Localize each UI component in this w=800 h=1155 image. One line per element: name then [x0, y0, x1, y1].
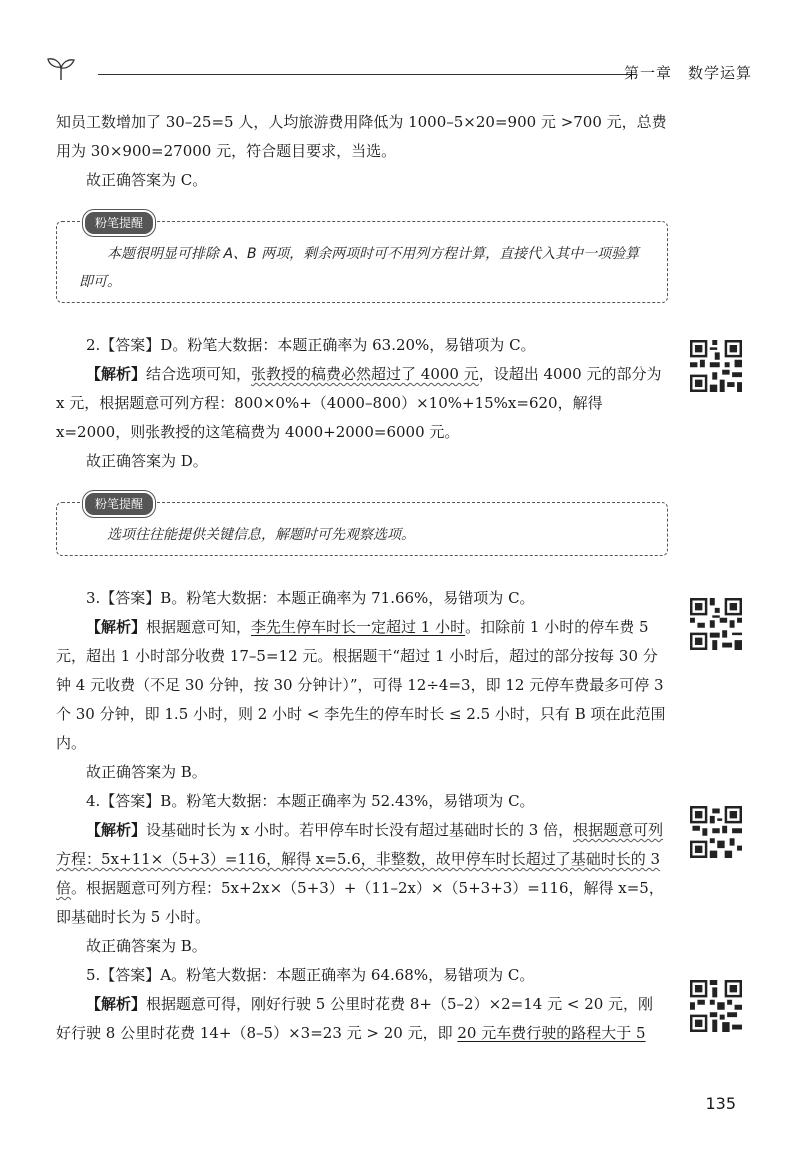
intro-text: 知员工数增加了 30–25=5 人，人均旅游费用降低为 1000–5×20=900 元 >700 元，总费用为 30×900=27000 元，符合题目要求，当选。 — [56, 113, 667, 160]
q2-answer: 故正确答案为 D。 — [86, 452, 208, 470]
tip-badge: 粉笔提醒 — [83, 491, 155, 517]
key-point: 张教授的稿费必然超过了 4000 元 — [251, 365, 479, 383]
qr-code-icon[interactable] — [690, 980, 742, 1032]
tip-box-1 — [56, 216, 668, 303]
q3-answer: 故正确答案为 B。 — [86, 763, 207, 781]
chapter-title: 第一章 数学运算 — [623, 64, 752, 82]
key-point: 李先生停车时长一定超过 1 小时 — [251, 618, 466, 636]
q3-analysis: 【解析】根据题意可知，李先生停车时长一定超过 1 小时。扣除前 1 小时的停车费 5 元，超出 1 小时部分收费 17–5=12 元。根据题干“超过 1 小时后，超过的部分按每 30 分钟 4 元收费（不足 30 分钟，按 30 分钟计）”，可得 12÷4=3，即 12 元停车费最多可停 3 个 30 分钟，即 1.5 小时，则 2 小时 < 李先生的停车时长 ≤ 2.5 小时，只有 B 项在此范围内。 — [56, 618, 666, 752]
tip-box-2 — [56, 497, 668, 556]
q2-answer-head: 2.【答案】D。粉笔大数据：本题正确率为 63.20%，易错项为 C。 — [86, 336, 536, 354]
qr-code-icon[interactable] — [690, 598, 742, 650]
analysis-label: 【解析】 — [86, 821, 147, 839]
analysis-label: 【解析】 — [86, 618, 147, 636]
analysis-label: 【解析】 — [86, 365, 147, 383]
key-point: 20 元车费行驶的路程大于 5 — [457, 1024, 646, 1042]
tip-text: 本题很明显可排除 A、B 两项，剩余两项时可不用列方程计算，直接代入其中一项验算即可。 — [79, 246, 640, 290]
q5-answer-head: 5.【答案】A。粉笔大数据：本题正确率为 64.68%，易错项为 C。 — [86, 966, 535, 984]
page-header — [40, 52, 752, 92]
q2-analysis: 【解析】结合选项可知，张教授的稿费必然超过了 4000 元，设超出 4000 元的部分为 x 元，根据题意可列方程：800×0%+（4000–800）×10%+15%x=620，解得 x=2000，则张教授的这笔稿费为 4000+2000=6000 元。 — [56, 365, 662, 441]
header-rule — [98, 74, 636, 75]
sprout-icon — [46, 56, 76, 82]
intro-answer: 故正确答案为 C。 — [86, 171, 208, 189]
tip-text: 选项往往能提供关键信息，解题时可先观察选项。 — [107, 527, 415, 543]
q4-analysis: 【解析】设基础时长为 x 小时。若甲停车时长没有超过基础时长的 3 倍，根据题意可列方程：5x+11×（5+3）=116，解得 x=5.6，非整数，故甲停车时长超过了基础时长的 3 倍。根据题意可列方程：5x+2x×（5+3）+（11–2x）×（5+3+3）=116，解得 x=5，即基础时长为 5 小时。 — [56, 821, 664, 926]
q4-answer-head: 4.【答案】B。粉笔大数据：本题正确率为 52.43%，易错项为 C。 — [86, 792, 535, 810]
page-content — [56, 108, 668, 1048]
page-number: 135 — [705, 1094, 736, 1113]
q5-analysis: 【解析】根据题意可得，刚好行驶 5 公里时花费 8+（5–2）×2=14 元 < 20 元，刚好行驶 8 公里时花费 14+（8–5）×3=23 元 > 20 元，即 20 元车费行驶的路程大于 5 — [56, 995, 654, 1042]
qr-code-icon[interactable] — [690, 806, 742, 858]
key-point: 根据题意可列方程：5x+11×（5+3）=116，解得 x=5.6，非整数，故甲停车时长超过了基础时长的 3 倍 — [56, 821, 664, 897]
tip-badge: 粉笔提醒 — [83, 210, 155, 236]
qr-code-icon[interactable] — [690, 340, 742, 392]
q3-answer-head: 3.【答案】B。粉笔大数据：本题正确率为 71.66%，易错项为 C。 — [86, 589, 535, 607]
analysis-label: 【解析】 — [86, 995, 147, 1013]
q4-answer: 故正确答案为 B。 — [86, 937, 207, 955]
